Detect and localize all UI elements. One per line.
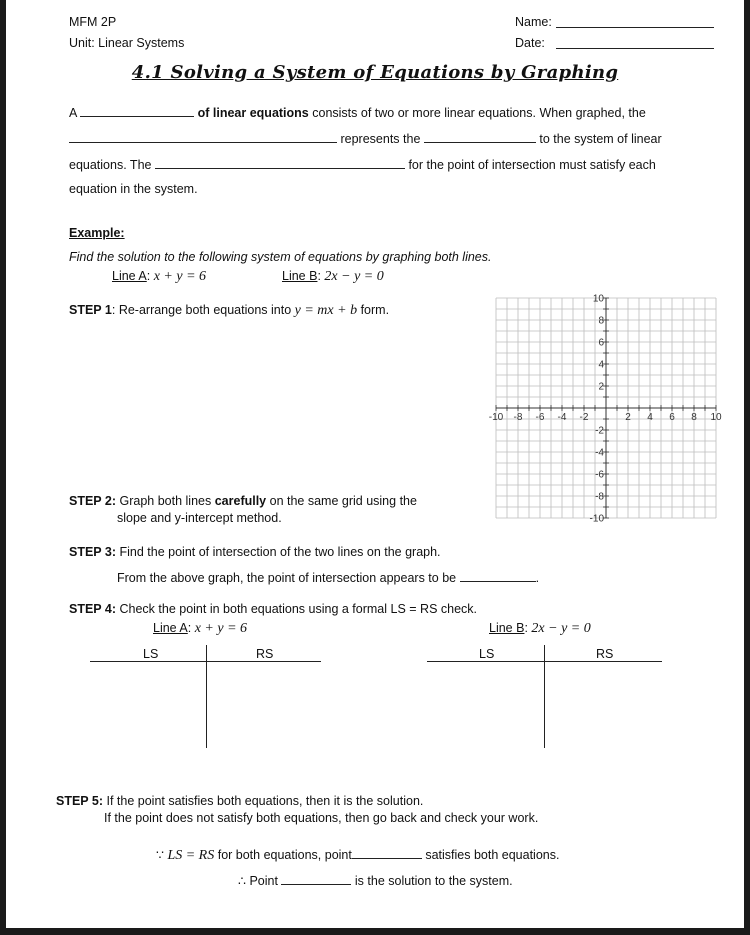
because-symbol: ∵: [156, 848, 164, 862]
table-b-rs-cell[interactable]: [545, 663, 662, 747]
blank-solution-point[interactable]: [281, 872, 351, 885]
x-tick-label: 2: [625, 412, 631, 423]
intro-bold-term: of linear equations: [197, 106, 309, 120]
step-3-label: STEP 3:: [69, 545, 117, 559]
line-a-label: Line A: [112, 269, 147, 283]
y-tick-label: -10: [589, 513, 604, 525]
step-3-text: From the above graph, the point of intersection appears to be: [117, 571, 457, 585]
x-tick-label: 8: [691, 412, 697, 423]
y-tick-label: 4: [598, 359, 604, 371]
line-b-equation: 2x − y = 0: [324, 269, 384, 284]
y-tick-label: -2: [595, 425, 604, 437]
because-tail: satisfies both equations.: [425, 848, 560, 862]
table-b-rs-header: RS: [596, 647, 614, 661]
unit-label: Unit: Linear Systems: [69, 36, 185, 50]
x-tick-label: -6: [535, 412, 545, 423]
example-line-b: Line B: 2x − y = 0: [282, 269, 384, 284]
step-5-label: STEP 5:: [56, 794, 104, 808]
example-heading: Example:: [69, 226, 125, 240]
check-line-a-label: Line A: [153, 621, 188, 635]
therefore-statement: [238, 872, 513, 888]
name-label: Name:: [515, 15, 552, 29]
step-5: [56, 794, 423, 808]
intro-line-4: equation in the system.: [69, 182, 198, 196]
step-2-label: STEP 2:: [69, 494, 117, 508]
table-b-ls-header: LS: [479, 647, 495, 661]
intro-text: equations. The: [69, 158, 152, 172]
because-statement: [156, 846, 559, 864]
table-a-ls-cell[interactable]: [90, 663, 205, 747]
therefore-tail: is the solution to the system.: [354, 874, 513, 888]
step-3: [69, 545, 441, 559]
table-a-ls-header: LS: [143, 647, 159, 661]
blank-intersection[interactable]: [69, 130, 337, 143]
intro-line-1: [69, 104, 646, 120]
x-tick-label: -10: [488, 412, 504, 423]
y-tick-label: 8: [598, 315, 604, 327]
step-5-text: If the point satisfies both equations, then it is the solution.: [106, 794, 424, 808]
y-tick-label: -8: [595, 491, 604, 503]
check-line-b: Line B: 2x − y = 0: [489, 621, 591, 636]
blank-solution[interactable]: [424, 130, 536, 143]
because-equation: LS = RS: [167, 848, 215, 863]
intro-text: for the point of intersection must satisfy each: [408, 158, 656, 172]
check-line-a: Line A: x + y = 6: [153, 621, 248, 636]
line-a-equation: x + y = 6: [153, 269, 207, 284]
step-3-line-2: From the above graph, the point of intersection appears to be .: [117, 571, 540, 585]
intro-text: consists of two or more linear equations. When graphed, the: [312, 106, 646, 120]
blank-intersection-point[interactable]: [460, 569, 536, 582]
step-4: [69, 602, 477, 616]
intro-line-2: [69, 130, 662, 146]
x-tick-label: 4: [647, 412, 653, 423]
step-1-label: STEP 1: [69, 303, 112, 317]
y-tick-label: 2: [598, 381, 604, 393]
example-line-a: Line A: x + y = 6: [112, 269, 207, 284]
check-line-a-equation: x + y = 6: [194, 621, 248, 636]
intro-text: to the system of linear: [539, 132, 662, 146]
date-blank[interactable]: [556, 48, 714, 49]
intro-text: represents the: [340, 132, 421, 146]
coordinate-grid[interactable]: [482, 288, 722, 528]
step-1-equation: y = mx + b: [294, 303, 358, 318]
x-tick-label: -2: [579, 412, 589, 423]
step-1: STEP 1: Re-arrange both equations into y = mx + b form.: [69, 303, 390, 318]
line-b-label: Line B: [282, 269, 318, 283]
blank-system[interactable]: [80, 104, 194, 117]
x-tick-label: 6: [669, 412, 675, 423]
blank-coordinates[interactable]: [155, 156, 405, 169]
step-2-line-2: slope and y-intercept method.: [117, 511, 282, 525]
step-2-text: on the same grid using the: [269, 494, 417, 508]
step-1-tail: form.: [360, 303, 390, 317]
worksheet-page: [6, 0, 744, 928]
name-blank[interactable]: [556, 27, 714, 28]
step-5-line-2: If the point does not satisfy both equations, then go back and check your work.: [104, 811, 539, 825]
x-tick-label: 10: [710, 412, 722, 423]
table-b-ls-cell[interactable]: [427, 663, 543, 747]
intro-line-3: [69, 156, 656, 172]
example-instruction: Find the solution to the following system of equations by graphing both lines.: [69, 250, 492, 264]
step-2: [69, 494, 417, 508]
because-text: for both equations, point: [217, 848, 352, 862]
worksheet-title: 4.1 Solving a System of Equations by Graphing: [131, 62, 619, 83]
check-line-b-label: Line B: [489, 621, 525, 635]
course-code: MFM 2P: [69, 15, 117, 29]
step-4-text: Check the point in both equations using a formal LS = RS check.: [119, 602, 478, 616]
step-4-label: STEP 4:: [69, 602, 117, 616]
step-3-text: Find the point of intersection of the two lines on the graph.: [119, 545, 441, 559]
y-tick-label: 10: [592, 293, 604, 305]
intro-word: A: [69, 106, 77, 120]
y-tick-label: 6: [598, 337, 604, 349]
y-tick-label: -4: [595, 447, 604, 459]
y-tick-label: -6: [595, 469, 604, 481]
table-a-rs-header: RS: [256, 647, 274, 661]
date-label: Date:: [515, 36, 545, 50]
blank-point-satisfies[interactable]: [352, 846, 422, 859]
step-1-text: Re-arrange both equations into: [118, 303, 292, 317]
x-tick-label: -8: [513, 412, 523, 423]
therefore-text: Point: [249, 874, 278, 888]
therefore-symbol: ∴: [238, 874, 246, 888]
check-line-b-equation: 2x − y = 0: [531, 621, 591, 636]
x-tick-label: -4: [557, 412, 567, 423]
table-a-rs-cell[interactable]: [207, 663, 321, 747]
step-2-text: Graph both lines: [119, 494, 212, 508]
step-2-bold: carefully: [214, 494, 267, 508]
